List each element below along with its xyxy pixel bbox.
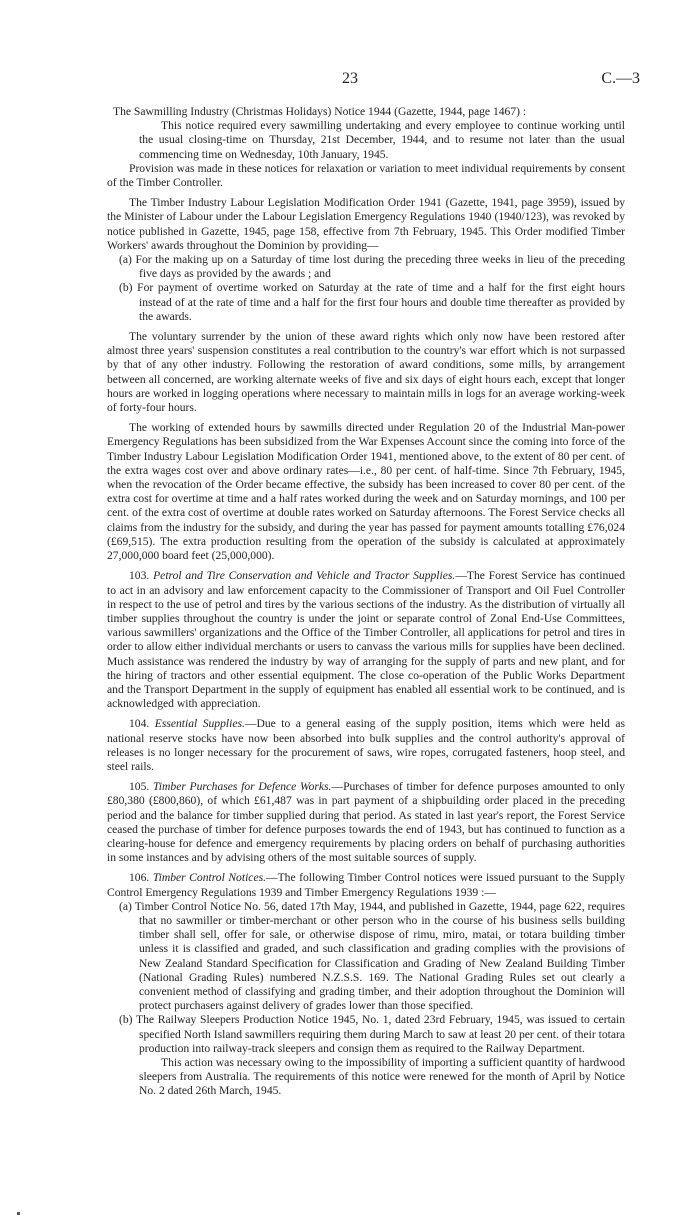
document-body <box>107 105 625 1099</box>
section-104-heading: Essential Supplies. <box>154 717 245 731</box>
section-105-heading: Timber Purchases for Defence Works. <box>153 780 332 794</box>
section-103-number: 103. <box>129 569 150 583</box>
scan-mark <box>17 1212 20 1215</box>
section-105-number: 105. <box>129 780 150 794</box>
sawmilling-notice-citation: (Gazette, 1944, page 1467) : <box>394 105 527 118</box>
labour-order-item-b: (b) For payment of overtime worked on Saturday at the rate of time and a half for the first eight hours instead of at the rate of time and a half for the first four hours and double time thereafter as provided by the awards. <box>119 281 625 323</box>
paragraph-provision: Provision was made in these notices for relaxation or variation to meet individual requirements by consent of the Timber Controller. <box>107 161 625 190</box>
page-number: 23 <box>342 70 358 87</box>
section-106-number: 106. <box>129 871 150 885</box>
section-105-body: —Purchases of timber for defence purposes amounted to only £80,380 (£800,860), of which £61,487 was in part payment of a shipbuilding order placed in the preceding period and the balance for timber supplied during that period. As stated in last year's report, the Forest Service ceased the purchase of timber for defence purposes towards the end of 1943, but has continued to function as a clearing-house for defence and emergency requirements by placing orders on behalf of purchasing authorities in some instances and by advising others of the most suitable sources of supply. <box>107 780 626 865</box>
page-header <box>0 70 700 90</box>
section-106-body: —The following Timber Control notices were issued pursuant to the Supply Control Emergency Regulations 1939 and Timber Emergency Regulations 1939 :— <box>107 871 625 899</box>
section-106 <box>107 871 625 899</box>
sawmilling-notice-title: The Sawmilling Industry (Christmas Holidays) Notice 1944 <box>113 105 392 118</box>
section-106-item-b-continuation: This action was necessary owing to the impossibility of importing a sufficient quantity of hardwood sleepers from Australia. The requirements of this notice were renewed for the month of April by Notice No. 2 dated 26th March, 1945. <box>139 1056 625 1098</box>
section-106-item-b: (b) The Railway Sleepers Production Notice 1945, No. 1, dated 23rd February, 1945, was issued to certain specified North Island sawmillers requiring them during March to saw at least 20 per cent. of their totara production into railway-track sleepers and consign them as required to the Railway Department. <box>119 1013 625 1055</box>
document-reference: C.—3 <box>601 70 640 87</box>
section-104 <box>107 717 625 774</box>
paragraph-sawmilling-notice <box>107 105 625 119</box>
labour-order-item-a: (a) For the making up on a Saturday of time lost during the preceding three weeks in lieu of the preceding five days as provided by the awards ; and <box>119 253 625 281</box>
paragraph-extended-hours: The working of extended hours by sawmills directed under Regulation 20 of the Industrial Man-power Emergency Regulations has been subsidized from the War Expenses Account since the coming into force of the Timber Industry Labour Legislation Modification Order 1941, mentioned above, to the extent of 80 per cent. of the extra wages cost over and above ordinary rates—i.e., 80 per cent. of half-time. Since 7th February, 1945, when the revocation of the Order became effective, the subsidy has been increased to cover 80 per cent. of the extra cost for overtime at time and a half rates worked during the week and on Saturday mornings, and 100 per cent. of the extra cost of overtime at double rates worked on Saturday afternoons. The Forest Service checks all claims from the industry for the subsidy, and during the year has passed for payment amounts totalling £76,024 (£69,515). The extra production resulting from the operation of the subsidy is calculated at approximately 27,000,000 board feet (25,000,000). <box>107 421 625 563</box>
section-103-heading: Petrol and Tire Conservation and Vehicle and Tractor Supplies. <box>153 569 456 583</box>
section-106-item-a: (a) Timber Control Notice No. 56, dated 17th May, 1944, and published in Gazette, 1944, page 622, requires that no sawmiller or timber-merchant or other person who in the course of his business sells building timber shall sell, offer for sale, or otherwise dispose of rimu, miro, matai, or totara building timber unless it is classified and graded, and such classification and grading complies with the provisions of New Zealand Standard Specification for Classification and Grading of New Zealand Building Timber (National Grading Rules) numbered N.Z.S.S. 169. The National Grading Rules set out clearly a convenient method of classifying and grading timber, and their adoption throughout the Dominion will protect purchasers against delivery of grades lower than those specified. <box>119 899 625 1013</box>
sawmilling-notice-body: This notice required every sawmilling undertaking and every employee to continue working until the usual closing-time on Thursday, 21st December, 1944, and to resume not later than the usual commencing time on Wednesday, 10th January, 1945. <box>139 119 625 161</box>
paragraph-labour-order: The Timber Industry Labour Legislation Modification Order 1941 (Gazette, 1941, page 3959), issued by the Minister of Labour under the Labour Legislation Emergency Regulations 1940 (1940/123), was revoked by notice published in Gazette, 1945, page 158, effective from 7th February, 1945. This Order modified Timber Workers' awards throughout the Dominion by providing— <box>107 196 625 252</box>
section-106-heading: Timber Control Notices. <box>152 871 266 885</box>
section-103-body: —The Forest Service has continued to act in an advisory and law enforcement capacity to the Commissioner of Transport and Oil Fuel Controller in respect to the use of petrol and tires by the various sections of the industry. As the distribution of virtually all timber supplies throughout the country is under the joint or separate control of Zonal End-Use Committees, various sawmillers' organizations and the Office of the Timber Controller, all applications for petrol and tires in order to allow either individual merchants or users to canvass the various mills for supplies have been declined. Much assistance was rendered the industry by way of arranging for the supply of parts and new plant, and for the hiring of tractors and other essential equipment. The close co-operation of the Public Works Department and the Transport Department in the supply of equipment has enabled all essential work to be continued, and is acknowledged with appreciation. <box>107 569 626 711</box>
section-103 <box>107 569 625 711</box>
section-104-body: —Due to a general easing of the supply position, items which were held as national reserve stocks have now been absorbed into bulk supplies and the control authority's approval of releases is no longer necessary for the procurement of saws, wire ropes, corrugated fasteners, hoop steel, and steel rails. <box>107 717 626 773</box>
section-104-number: 104. <box>129 717 150 731</box>
paragraph-voluntary-surrender: The voluntary surrender by the union of these award rights which only now have been restored after almost three years' suspension constitutes a real contribution to the country's war effort which is not surpassed by that of any other industry. Following the restoration of award conditions, some mills, by arrangement between all concerned, are working alternate weeks of five and six days of eight hours each, except that longer hours are worked in logging operations where necessary to maintain mills in logs for an average working-week of forty-four hours. <box>107 330 625 415</box>
section-105 <box>107 780 625 865</box>
